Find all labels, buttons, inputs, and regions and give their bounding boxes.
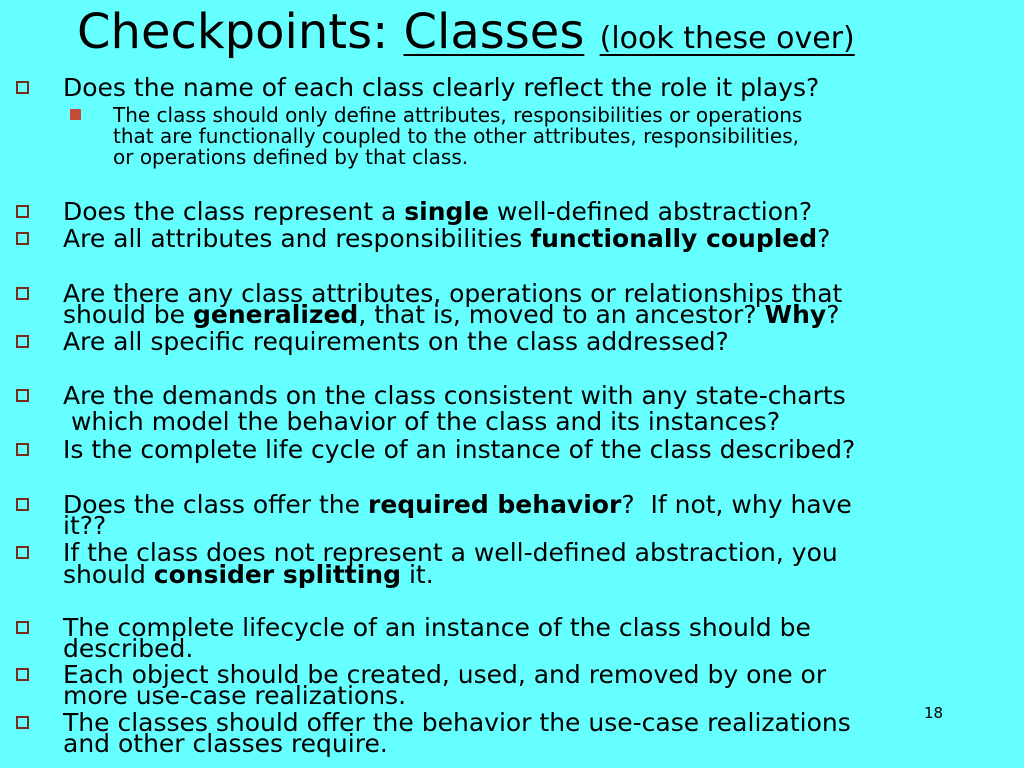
title-main: Classes — [403, 4, 585, 60]
checkbox-bullet-icon — [16, 716, 29, 729]
checkbox-bullet-icon — [16, 287, 29, 300]
checkbox-bullet-icon — [16, 621, 29, 634]
checkbox-bullet-icon — [16, 232, 29, 245]
checkbox-bullet-icon — [16, 81, 29, 94]
checkbox-bullet-icon — [16, 335, 29, 348]
checkbox-bullet-icon — [16, 668, 29, 681]
page-number: 18 — [924, 704, 944, 722]
square-bullet-icon — [70, 109, 81, 120]
checkbox-bullet-icon — [16, 443, 29, 456]
slide-title — [77, 2, 855, 69]
checkbox-bullet-icon — [16, 498, 29, 511]
checkbox-bullet-icon — [16, 546, 29, 559]
title-prefix: Checkpoints: — [77, 4, 404, 60]
checkbox-bullet-icon — [16, 389, 29, 402]
checkbox-bullet-icon — [16, 205, 29, 218]
title-sub: (look these over) — [599, 21, 855, 56]
